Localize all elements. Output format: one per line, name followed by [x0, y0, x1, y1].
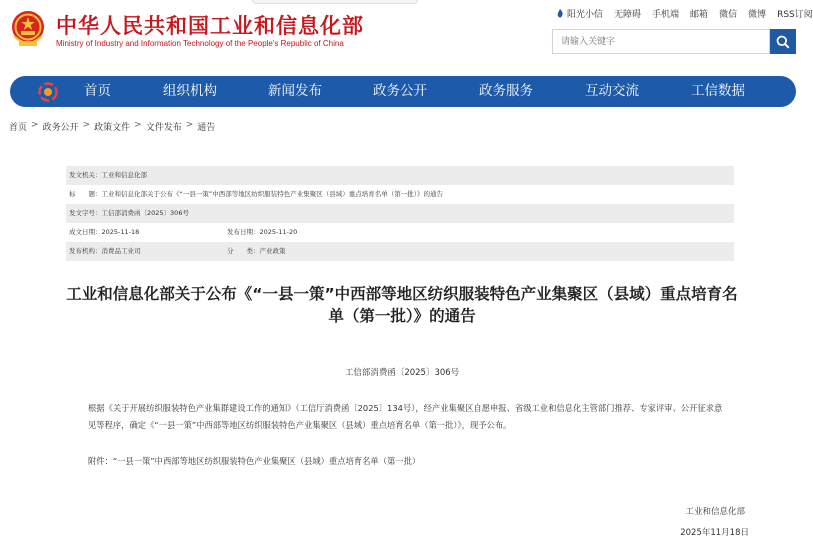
document-metadata [66, 166, 734, 261]
meta-row-issuer [66, 166, 734, 185]
breadcrumb-policy-documents[interactable]: 政策文件 [94, 123, 131, 133]
quick-link-sunshine[interactable] [556, 7, 603, 20]
nav-interaction[interactable]: 互动交流 [585, 83, 639, 99]
quick-link-label: 微博 [748, 10, 767, 20]
meta-row-agency [66, 242, 734, 261]
sign-date: 2025年11月18日 [680, 528, 749, 538]
meta-value: 2025-11-20 [259, 228, 298, 236]
quick-link-label: 无障碍 [614, 10, 642, 20]
nav-home[interactable]: 首页 [84, 83, 111, 99]
quick-link-label: 阳光小信 [567, 10, 604, 20]
quick-link-wechat[interactable] [719, 7, 737, 20]
breadcrumb [9, 120, 215, 133]
nav-data[interactable]: 工信数据 [691, 83, 745, 99]
meta-value: 工业和信息化部关于公布《“一县一策”中西部等地区纺织服装特色产业集聚区（县域）重点培育名单（第一批）》的通告 [101, 190, 443, 198]
national-emblem-icon [10, 10, 46, 48]
breadcrumb-separator: > [185, 120, 194, 130]
breadcrumb-separator: > [82, 120, 91, 130]
meta-label: 标 题： [69, 190, 102, 198]
quick-links [556, 7, 813, 20]
document-number: 工信部消费函〔2025〕306号 [344, 368, 460, 378]
meta-value: 产业政策 [259, 247, 286, 255]
site-subtitle: Ministry of Industry and Information Technology of the People's Republic of China [56, 39, 344, 48]
site-header [0, 0, 813, 74]
breadcrumb-notice[interactable]: 通告 [197, 123, 216, 133]
quick-link-mobile[interactable] [652, 7, 679, 20]
quick-link-label: 手机端 [652, 10, 680, 20]
nav-government-affairs[interactable]: 政务公开 [373, 83, 427, 99]
nav-organization[interactable]: 组织机构 [163, 83, 217, 99]
search-icon [776, 35, 790, 49]
main-nav [10, 76, 796, 107]
attachment-link[interactable]: 附件：“一县一策”中西部等地区纺织服装特色产业集聚区（县域）重点培育名单（第一批） [88, 456, 421, 466]
meta-col2 [227, 223, 297, 242]
ministry-logo-icon [38, 82, 58, 102]
breadcrumb-file-release[interactable]: 文件发布 [145, 123, 182, 133]
meta-label: 发文字号： [69, 209, 102, 217]
meta-label: 发布机构： [69, 247, 102, 255]
quick-link-rss[interactable] [777, 7, 813, 20]
blue-flame-icon [556, 9, 564, 18]
search-button[interactable] [770, 29, 796, 54]
nav-news[interactable]: 新闻发布 [268, 83, 322, 99]
meta-value: 2025-11-18 [101, 228, 140, 236]
site-title[interactable]: 中华人民共和国工业和信息化部 [56, 14, 364, 38]
article-paragraph: 根据《关于开展纺织服装特色产业集群建设工作的通知》（工信厅消费函〔2025〕134号），经产业集聚区自愿申报、省级工业和信息化主管部门推荐、专家评审、公开征求意见等程序，确定《“一县一策”中西部等地区纺织服装特色产业集聚区（县域）重点培育名单（第一批）》，现予公布。 [88, 403, 723, 430]
meta-value: 工业和信息化部 [101, 171, 147, 179]
breadcrumb-separator: > [31, 120, 39, 130]
meta-label: 分 类： [227, 247, 260, 255]
meta-row-doc-number [66, 204, 734, 223]
search-input[interactable] [552, 29, 770, 54]
meta-col2 [227, 242, 286, 261]
quick-link-label: 微信 [719, 10, 738, 20]
article-title: 工业和信息化部关于公布《“一县一策”中西部等地区纺织服装特色产业集聚区（县域）重点培育名单（第一批）》的通告 [66, 285, 738, 325]
breadcrumb-government-affairs[interactable]: 政务公开 [42, 123, 79, 133]
quick-link-mail[interactable] [690, 7, 708, 20]
meta-value: 工信部消费函〔2025〕306号 [101, 209, 189, 217]
breadcrumb-home[interactable]: 首页 [9, 123, 28, 133]
quick-link-weibo[interactable] [748, 7, 766, 20]
signer: 工业和信息化部 [685, 507, 745, 517]
breadcrumb-separator: > [134, 120, 142, 130]
nav-government-services[interactable]: 政务服务 [479, 83, 533, 99]
meta-label: 发布日期： [227, 228, 260, 236]
meta-label: 成文日期： [69, 228, 102, 236]
quick-link-label: RSS订阅 [777, 10, 813, 20]
quick-link-label: 邮箱 [690, 10, 709, 20]
meta-row-dates [66, 223, 734, 242]
quick-link-accessibility[interactable] [614, 7, 641, 20]
meta-value: 消费品工业司 [101, 247, 141, 255]
meta-label: 发文机关： [69, 171, 102, 179]
meta-row-title [66, 185, 734, 204]
